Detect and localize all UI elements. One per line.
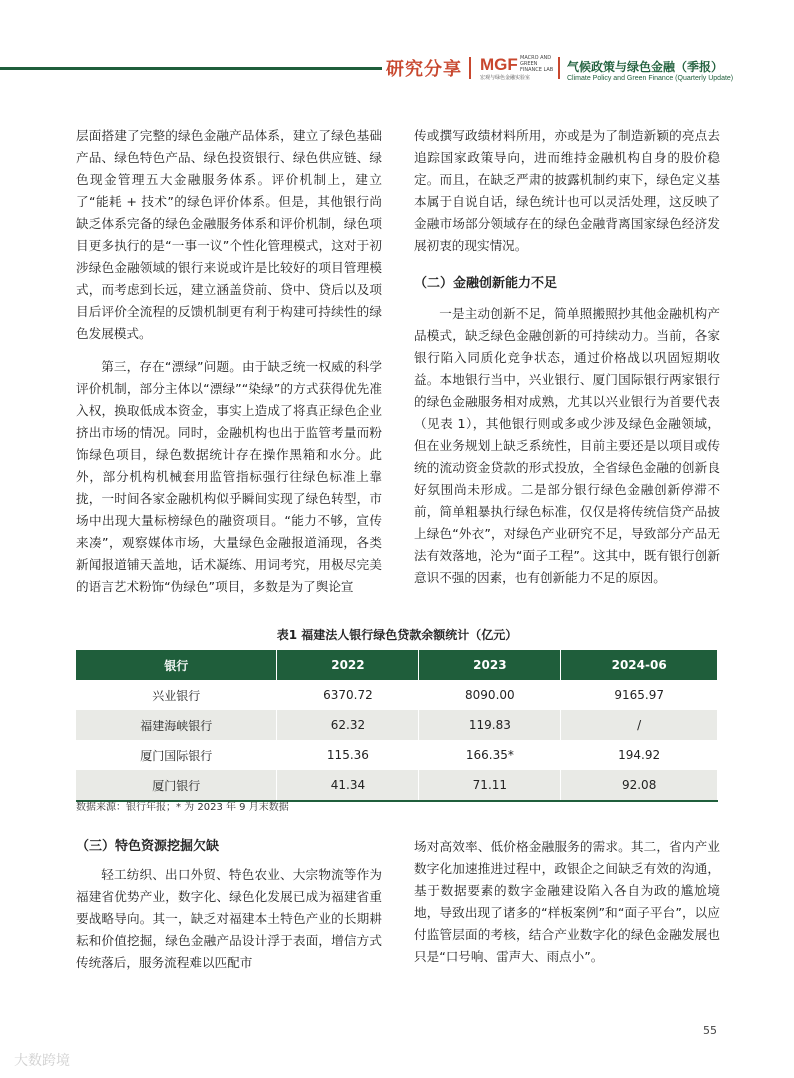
header-divider bbox=[469, 57, 471, 79]
paragraph: 轻工纺织、出口外贸、特色农业、大宗物流等作为福建省优势产业，数字化、绿色化发展已成为福建省重要战略导向。其一，缺乏对福建本土特色产业的长期耕耘和价值挖掘，绿色金融产品设计浮于表面，增信方式传统落后，服务流程难以匹配市 bbox=[76, 867, 382, 970]
section-heading: （三）特色资源挖掘欠缺 bbox=[76, 839, 220, 854]
table-header-cell: 2023 bbox=[419, 650, 561, 680]
mgf-logo-sub: MACRO AND GREEN FINANCE LAB bbox=[520, 55, 554, 73]
table-cell: 厦门国际银行 bbox=[76, 740, 277, 770]
paragraph: 传或撰写政绩材料所用，亦或是为了制造新颖的亮点去追踪国家政策导向，进而维持金融机构自身的股价稳定。而且，在缺乏严肃的披露机制约束下，绿色定义基本属于自说自话，绿色统计也可以灵活处理，这反映了金融市场部分领域存在的绿色金融背离国家绿色经济发展初衷的现实情况。 bbox=[414, 128, 720, 253]
table-row bbox=[76, 680, 718, 710]
table-cell: 兴业银行 bbox=[76, 680, 277, 710]
table-row bbox=[76, 770, 718, 801]
report-title-en: Climate Policy and Green Finance (Quarterly Update) bbox=[567, 75, 734, 82]
bottom-left-column bbox=[76, 836, 382, 974]
mgf-logo-cn: 宏观与绿色金融实验室 bbox=[480, 75, 531, 81]
header-rule bbox=[0, 67, 382, 70]
page-number: 55 bbox=[703, 1024, 717, 1037]
table-cell: 115.36 bbox=[277, 740, 419, 770]
header-divider-2 bbox=[558, 57, 560, 79]
paragraph: 场对高效率、低价格金融服务的需求。其二，省内产业数字化加速推进过程中，政银企之间缺乏有效的沟通，基于数据要素的数字金融建设陷入各自为政的尴尬境地，导致出现了诸多的“样板案例”和“面子平台”，以应付监管层面的考核，结合产业数字化的绿色金融发展也只是“口号响、雷声大、雨点小”。 bbox=[414, 839, 720, 964]
table-cell: 福建海峡银行 bbox=[76, 710, 277, 740]
mgf-logo: MGF bbox=[480, 55, 518, 74]
table-cell: 62.32 bbox=[277, 710, 419, 740]
right-column bbox=[414, 125, 720, 589]
paragraph: 一是主动创新不足，简单照搬照抄其他金融机构产品模式，缺乏绿色金融创新的可持续动力。当前，各家银行陷入同质化竞争状态，通过价格战以巩固短期收益。本地银行当中，兴业银行、厦门国际银行两家银行的绿色金融服务相对成熟，尤其以兴业银行为首要代表（见表 1），其他银行则或多或少涉及绿色金融领域，但在业务规划上缺乏系统性，目前主要还是以项目或传统的流动资金贷款的形式投放，全省绿色金融的创新良好氛围尚未形成。二是部分银行绿色金融创新停滞不前，简单粗暴执行绿色标准，仅仅是将传统信贷产品披上绿色“外衣”，对绿色产业研究不足，导致部分产品无法有效落地，沦为“面子工程”。这其中，既有银行创新意识不强的因素，也有创新能力不足的原因。 bbox=[414, 306, 720, 585]
paragraph: 第三，存在“漂绿”问题。由于缺乏统一权威的科学评价机制，部分主体以“漂绿”“染绿”的方式获得优先准入权，换取低成本资金，事实上造成了将真正绿色企业挤出市场的情况。同时，金融机构也出于监管考量而粉饰绿色项目，绿色数据统计存在操作黑箱和水分。此外，部分机构机械套用监管指标强行往绿色标准上靠拢，一时间各家金融机构似乎瞬间实现了绿色转型，市场中出现大量标榜绿色的融资项目。“能力不够，宣传来凑”，观察媒体市场，大量绿色金融报道涌现，各类新闻报道铺天盖地，话术凝练、用词考究，用极尽完美的语言艺术粉饰“伪绿色”项目，多数是为了舆论宣 bbox=[76, 359, 382, 594]
section-title: 研究分享 bbox=[386, 59, 462, 80]
table-cell: 9165.97 bbox=[561, 680, 718, 710]
table-caption: 表1 福建法人银行绿色贷款余额统计（亿元） bbox=[276, 628, 518, 642]
table-cell: 71.11 bbox=[419, 770, 561, 801]
watermark: 大数跨境 bbox=[14, 1053, 70, 1069]
table-header-cell: 2022 bbox=[277, 650, 419, 680]
table-cell: 厦门银行 bbox=[76, 770, 277, 801]
loan-balance-table bbox=[76, 650, 718, 802]
table-row bbox=[76, 710, 718, 740]
table-header-cell: 银行 bbox=[76, 650, 277, 680]
table-cell: 119.83 bbox=[419, 710, 561, 740]
table-note: 数据来源：银行年报；* 为 2023 年 9 月末数据 bbox=[76, 802, 289, 813]
table-cell: 8090.00 bbox=[419, 680, 561, 710]
section-heading: （二）金融创新能力不足 bbox=[414, 276, 558, 291]
bottom-right-column bbox=[414, 836, 720, 968]
table-header-cell: 2024-06 bbox=[561, 650, 718, 680]
report-title: 气候政策与绿色金融（季报） bbox=[567, 60, 724, 74]
table-row bbox=[76, 740, 718, 770]
table-cell: 6370.72 bbox=[277, 680, 419, 710]
table-cell: / bbox=[561, 710, 718, 740]
paragraph: 层面搭建了完整的绿色金融产品体系，建立了绿色基础产品、绿色特色产品、绿色投资银行、绿色供应链、绿色现金管理五大金融服务体系。评价机制上，建立了“能耗 + 技术”的绿色评价体系。但是，其他银行尚缺乏体系完备的绿色金融服务体系和评价机制，绿色项目更多执行的是“一事一议”个性化管理模式，这对于初涉绿色金融领域的银行来说或许是比较好的项目管理模式，而考虑到长远，建立涵盖贷前、贷中、贷后以及项目后评价全流程的反馈机制更有利于构建可持续性的绿色发展模式。 bbox=[76, 128, 382, 341]
left-column bbox=[76, 125, 382, 598]
table-header-row bbox=[76, 650, 718, 680]
table-cell: 92.08 bbox=[561, 770, 718, 801]
table-cell: 41.34 bbox=[277, 770, 419, 801]
table-cell: 166.35* bbox=[419, 740, 561, 770]
table-cell: 194.92 bbox=[561, 740, 718, 770]
